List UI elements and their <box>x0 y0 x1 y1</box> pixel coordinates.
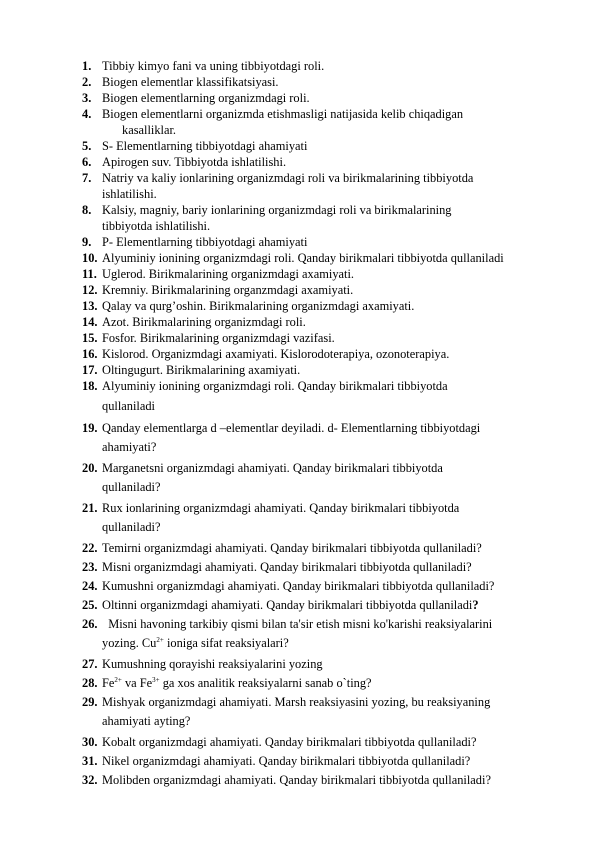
item-text: Biogen elementlarni organizmda etishmasligi natijasida kelib chiqadigan <box>102 107 464 121</box>
item-number: 28. <box>82 676 98 690</box>
item-text-continued <box>102 635 566 651</box>
item-text-continued: tibbiyotda ishlatilishi. <box>102 219 211 233</box>
superscript-charge: 3+ <box>152 676 160 684</box>
item-number: 29. <box>82 695 98 709</box>
item-number: 12. <box>82 283 98 297</box>
list-item <box>0 559 596 575</box>
item-text: Mishyak organizmdagi ahamiyati. Marsh reaksiyasini yozing, bu reaksiyaning <box>102 695 491 709</box>
item-number: 10. <box>82 251 98 265</box>
item-text: Fosfor. Birikmalarining organizmdagi vazifasi. <box>102 331 335 345</box>
list-item <box>0 330 596 346</box>
item-text: Kobalt organizmdagi ahamiyati. Qanday birikmalari tibbiyotda qullaniladi? <box>102 735 477 749</box>
item-text <box>102 597 566 613</box>
item-number: 18. <box>82 379 98 393</box>
list-item <box>0 378 596 415</box>
list-item <box>0 616 596 651</box>
list-item <box>0 734 596 750</box>
item-number: 23. <box>82 560 98 574</box>
list-item <box>0 250 596 266</box>
item-text: Qanday elementlarga d –elementlar deyiladi. d- Elementlarning tibbiyotdagi <box>102 421 481 435</box>
item-number: 5. <box>82 139 92 153</box>
list-item <box>0 314 596 330</box>
list-item <box>0 694 596 729</box>
list-item <box>0 362 596 378</box>
list-item <box>0 540 596 556</box>
item-number: 1. <box>82 59 92 73</box>
list-item <box>0 202 596 234</box>
item-number: 20. <box>82 461 98 475</box>
item-text: Marganetsni organizmdagi ahamiyati. Qanday birikmalari tibbiyotda <box>102 461 443 475</box>
list-item <box>0 346 596 362</box>
item-text: Misni organizmdagi ahamiyati. Qanday birikmalari tibbiyotda qullaniladi? <box>102 560 472 574</box>
item-text-post: ga xos analitik reaksiyalarni sanab o`ting? <box>159 676 372 690</box>
list-item <box>0 266 596 282</box>
item-number: 13. <box>82 299 98 313</box>
item-text-post: ioniga sifat reaksiyalari? <box>163 636 289 650</box>
item-number: 24. <box>82 579 98 593</box>
list-item <box>0 656 596 672</box>
item-text-continued: ishlatilishi. <box>102 187 157 201</box>
item-text-continued: qullaniladi <box>102 399 155 413</box>
item-text-continued: ahamiyati ayting? <box>102 714 191 728</box>
item-text: Kremniy. Birikmalarining organzmdagi axamiyati. <box>102 283 354 297</box>
item-text: Qalay va qurg’oshin. Birikmalarining organizmdagi axamiyati. <box>102 299 415 313</box>
item-number: 8. <box>82 203 92 217</box>
list-item <box>0 74 596 90</box>
item-number: 21. <box>82 501 98 515</box>
item-text-pre: yozing. Cu <box>102 636 157 650</box>
item-text: P- Elementlarning tibbiyotdagi ahamiyati <box>102 235 308 249</box>
item-text: Biogen elementlar klassifikatsiyasi. <box>102 75 279 89</box>
item-text: Molibden organizmdagi ahamiyati. Qanday birikmalari tibbiyotda qullaniladi? <box>102 773 491 787</box>
item-number: 27. <box>82 657 98 671</box>
item-text: Tibbiy kimyo fani va uning tibbiyotdagi roli. <box>102 59 325 73</box>
item-number: 9. <box>82 235 92 249</box>
list-item <box>0 138 596 154</box>
item-text-continued: qullaniladi? <box>102 520 161 534</box>
item-text: Kislorod. Organizmdagi axamiyati. Kislorodoterapiya, ozonoterapiya. <box>102 347 450 361</box>
item-text: Temirni organizmdagi ahamiyati. Qanday birikmalari tibbiyotda qullaniladi? <box>102 541 482 555</box>
item-number: 22. <box>82 541 98 555</box>
item-text: Rux ionlarining organizmdagi ahamiyati. Qanday birikmalari tibbiyotda <box>102 501 460 515</box>
item-text-continued: ahamiyati? <box>102 440 157 454</box>
item-number: 30. <box>82 735 98 749</box>
item-text: Biogen elementlarning organizmdagi roli. <box>102 91 310 105</box>
item-text: Azot. Birikmalarining organizmdagi roli. <box>102 315 306 329</box>
list-item <box>0 90 596 106</box>
item-number: 11. <box>82 267 97 281</box>
list-item <box>0 58 596 74</box>
item-text-continued: qullaniladi? <box>102 480 161 494</box>
superscript-charge: 2+ <box>156 636 164 644</box>
item-text: Alyuminiy ionining organizmdagi roli. Qanday birikmalari tibbiyotda qullaniladi <box>102 251 504 265</box>
item-text: Misni havoning tarkibiy qismi bilan ta'sir etish misni ko'karishi reaksiyalarini <box>102 617 493 631</box>
list-item <box>0 298 596 314</box>
list-item <box>0 234 596 250</box>
list-item <box>0 460 596 495</box>
item-number: 31. <box>82 754 98 768</box>
item-number: 17. <box>82 363 98 377</box>
list-item <box>0 753 596 769</box>
item-text <box>102 675 566 691</box>
list-item <box>0 597 596 613</box>
item-text: Oltingugurt. Birikmalarining axamiyati. <box>102 363 301 377</box>
list-item <box>0 420 596 455</box>
item-number: 3. <box>82 91 92 105</box>
list-item <box>0 170 596 202</box>
item-number: 7. <box>82 171 92 185</box>
item-number: 19. <box>82 421 98 435</box>
item-text-mid: va Fe <box>121 676 153 690</box>
item-text-pre: Fe <box>102 676 115 690</box>
item-number: 26. <box>82 617 98 631</box>
item-text-bold-tail: ? <box>472 598 479 612</box>
list-item <box>0 106 596 138</box>
item-text: Kalsiy, magniy, bariy ionlarining organizmdagi roli va birikmalarining <box>102 203 452 217</box>
item-text: Kumushni organizmdagi ahamiyati. Qanday birikmalari tibbiyotda qullaniladi? <box>102 579 495 593</box>
list-item <box>0 578 596 594</box>
item-text: Apirogen suv. Tibbiyotda ishlatilishi. <box>102 155 287 169</box>
list-item <box>0 772 596 788</box>
list-item <box>0 282 596 298</box>
item-number: 16. <box>82 347 98 361</box>
list-item <box>0 675 596 691</box>
item-number: 14. <box>82 315 98 329</box>
item-number: 25. <box>82 598 98 612</box>
item-text: Uglerod. Birikmalarining organizmdagi axamiyati. <box>102 267 354 281</box>
item-number: 2. <box>82 75 92 89</box>
item-number: 32. <box>82 773 98 787</box>
item-number: 6. <box>82 155 92 169</box>
item-text-main: Oltinni organizmdagi ahamiyati. Qanday birikmalari tibbiyotda qullaniladi <box>102 598 473 612</box>
item-text: Nikel organizmdagi ahamiyati. Qanday birikmalari tibbiyotda qullaniladi? <box>102 754 471 768</box>
question-list <box>0 58 596 788</box>
item-text-continued: kasalliklar. <box>122 123 177 137</box>
item-number: 15. <box>82 331 98 345</box>
item-text: Kumushning qorayishi reaksiyalarini yozing <box>102 657 323 671</box>
item-text: Alyuminiy ionining organizmdagi roli. Qanday birikmalari tibbiyotda <box>102 379 448 393</box>
list-item <box>0 154 596 170</box>
item-number: 4. <box>82 107 92 121</box>
list-item <box>0 500 596 535</box>
item-text: S- Elementlarning tibbiyotdagi ahamiyati <box>102 139 308 153</box>
item-text: Natriy va kaliy ionlarining organizmdagi roli va birikmalarining tibbiyotda <box>102 171 474 185</box>
superscript-charge: 2+ <box>114 676 122 684</box>
